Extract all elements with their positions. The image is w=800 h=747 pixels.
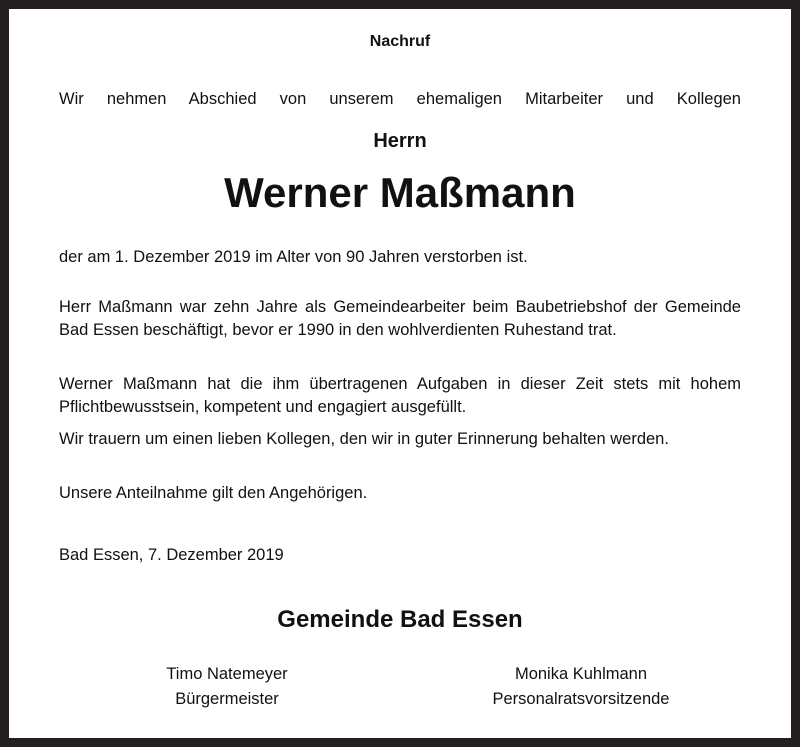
- salutation: Herrn: [373, 130, 427, 152]
- paragraph-3: Wir trauern um einen lieben Kollegen, den wir in guter Erinnerung behalten werden.: [59, 430, 669, 448]
- paragraph-1: Herr Maßmann war zehn Jahre als Gemeindearbeiter beim Baubetriebshof der Gemeinde Bad Essen beschäftigt, bevor er 1990 in den wohlverdienten Ruhestand trat.: [59, 298, 741, 339]
- signatory-1: [97, 662, 357, 712]
- signatory-role: Bürgermeister: [175, 690, 279, 708]
- paragraph-4: Unsere Anteilnahme gilt den Angehörigen.: [59, 484, 368, 502]
- deceased-name: Werner Maßmann: [224, 169, 576, 216]
- signatory-role: Personalratsvorsitzende: [492, 690, 670, 708]
- signatory-name: Timo Natemeyer: [166, 665, 288, 683]
- death-line: der am 1. Dezember 2019 im Alter von 90 Jahren verstorben ist.: [59, 248, 528, 266]
- signatory-2: [451, 662, 711, 712]
- intro-line: Wir nehmen Abschied von unserem ehemaligen Mitarbeiter und Kollegen: [59, 90, 741, 108]
- organization: Gemeinde Bad Essen: [277, 606, 523, 633]
- place-date: Bad Essen, 7. Dezember 2019: [59, 546, 284, 564]
- heading: Nachruf: [369, 33, 431, 50]
- paragraph-2: Werner Maßmann hat die ihm übertragenen Aufgaben in dieser Zeit stets mit hohem Pflichtbewusstsein, kompetent und engagiert ausgefüllt.: [59, 375, 741, 416]
- signatory-name: Monika Kuhlmann: [514, 665, 648, 683]
